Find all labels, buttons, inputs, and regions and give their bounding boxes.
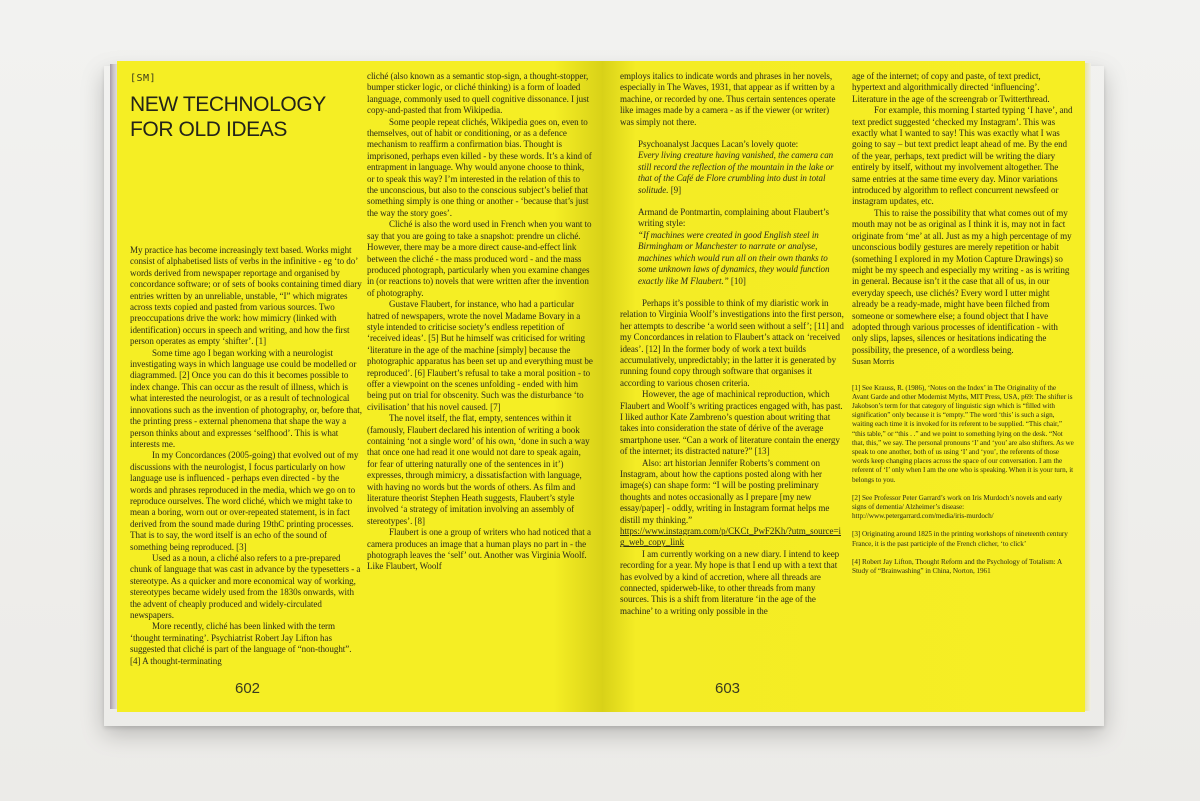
author-signature: Susan Morris [852,357,895,367]
right-column-1 [620,71,844,617]
paragraph: Gustave Flaubert, for instance, who had a particular hatred of newspapers, wrote the novel Madame Bovary in a style intended to criticise society’s endless repetition of ‘received ideas’. [5] But he himself was criticised for writing ‘literature in the age of the machine [simply] because the photographic apparatus has been set up and everything must be reproduced’. [6] Flaubert’s refusal to take a moral position - to offer a viewpoint on the scenes unfolding - ended with him being put on trial for obscenity. Such was the disturbance ‘to civilisation’ that his novel caused. [7] [367,299,593,412]
paragraph: In my Concordances (2005-going) that evolved out of my discussions with the neurologist, I focus particularly on how language use is influenced - perhaps even directed - by the words and phrases reproduced in the media, which we go on to reproduce ourselves. The word cliché, which we might take to mean a boring, worn out or over-repeated statement, is in fact derived from the sound made during 19thC printing processes. That is to say, the word itself is an echo of the sound of something being reproduced. [3] [130,450,359,552]
quote-text: “If machines were created in good English steel in Birmingham or Manchester to narrate or analyse, machines which would run all on their own thanks to some unknown laws of dynamics, they would function exactly like M Flaubert.” [638,229,830,286]
footnote: [1] See Krauss, R. (1986), ‘Notes on the Index’ in The Originality of the Avant Garde and other Modernist Myths, MIT Press, USA, p69: The shifter is Jakobson’s term for that category of linguistic sign which is “filled with signification” only because it is “empty.” The word ‘this’ is such a sign, waiting each time it is invoked for its referent to be supplied. “This chair,” “this table,” or “this . .” and we point to something lying on the desk. “Not that, this,” we say. The personal pronouns ‘I’ and ‘you’ are also shifters. As we speak to one another, both of us using ‘I’ and ‘you’, the referents of those words keep changing places across the space of our conversation. I am the referent of ‘I’ only when I am the one who is speaking. When it is your turn, it belongs to you. [852,383,1074,484]
footnotes [852,384,1074,577]
paragraph: I am currently working on a new diary. I intend to keep recording for a year. My hope is that I end up with a text that has evolved by a kind of accretion, where all threads are connected, spiderweb-like, to other threads from many sources. This is a shift from literature ‘in the age of the machine’ to a writing only possible in the [620,548,840,616]
lacan-quote [638,139,844,196]
left-column-2 [367,71,593,573]
paragraph: Used as a noun, a cliché also refers to a pre-prepared chunk of language that was cast in advance by the typesetters - a stereotype. As a quicker and more economical way of working, stereotypes became widely used from the 1830s onwards, with the advent of cheaply produced and widely-circulated newspapers. [130,552,361,620]
paragraph: Some people repeat clichés, Wikipedia goes on, even to themselves, out of habit or conditioning, or as a defence mechanism to reaffirm a confirmation bias. Thought is imprisoned, perhaps even killed - by these words. It’s a kind of entrapment in language. Why would anyone choose to think, or to speak this way? I’m interested in the relation of this to the unconscious, but also to the conscious subject’s belief that something simply is one thing or another - ‘because that’s just the way the story goes’. [367,116,592,218]
paragraph: However, the age of machinical reproduction, which Flaubert and Woolf’s writing practices engaged with, has past. I liked author Kate Zambreno’s question about writing that takes into consideration the state of dérive of the average smartphone user. “Can a work of literature contain the energy of the internet; its distracted nature?” [13] [620,389,843,457]
right-page [602,61,1085,712]
paragraph: Cliché is also the word used in French when you want to say that you are going to take a snapshot: prendre un cliché. However, there may be a more direct cause-and-effect link between the cliché - the mass produced word - and the mass produced photograph, particularly when you examine changes in (or reactions to) novels that were written after the invention of photography. [367,219,592,298]
quote-text: Every living creature having vanished, the camera can still record the reflection of the mountain in the lake or that of the Café de Flore crumbling into dust in total solitude. [638,150,834,195]
paragraph: age of the internet; of copy and paste, of text predict, hypertext and algorithmically directed ‘influencing’. Literature in the age of the screengrab or Twitterthread. [852,71,1050,104]
paragraph: This to raise the possibility that what comes out of my mouth may not be as original as I think it is, may not in fact originate from ‘me’ at all. Just as my a high percentage of my unconscious bodily gestures are merely repetition or habit (something I explored in my Motion Capture Drawings) so might be my speech and especially my writing - as is writing in general. Because isn’t it the case that all of us, in our everyday speech, use clichés? Every word I utter might already be a ready-made, might have been filched from someone or somewhere else; a found object that I have adopted through various processes of identification - with only slips, lapses, silences or hesitations indicating the possibility, the presence, of a wordless being. [852,207,1072,355]
paragraph: The novel itself, the flat, empty, sentences within it (famously, Flaubert declared his intention of writing a book containing ‘not a single word’ of his own, ‘done in such a way that once one had read it one would not dare to speak again, for fear of uttering naturally one of the sentences in it’) expresses, through mimicry, a dissatisfaction with language, with having no words but the words of others. As film and literature theorist Stephen Heath suggests, Flaubert’s style involved ‘a strategy of imitation involving an assembly of stereotypes’. [8] [367,413,590,526]
paragraph: My practice has become increasingly text based. Works might consist of alphabetised lists of verbs in the infinitive - eg ‘to do’ words derived from newspaper reportage and organised by concordance software; or of sets of books containing timed diary entries written by an unreliable, unstable, “I” which migrates across texts copied and pasted from various sources. Two preoccupations drive the work: how mimicry (linked with identification) occurs in speech and writing, and how the first person operates as empty ‘shifter’. [1] [130,245,362,347]
paragraph: cliché (also known as a semantic stop-sign, a thought-stopper, bumper sticker logic, or cliché thinking) is a form of loaded language, commonly used to quell cognitive dissonance. I just copy-and-pasted that from Wikipedia. [367,71,590,116]
paragraph: More recently, cliché has been linked with the term ‘thought terminating’. Psychiatrist Robert Jay Lifton has suggested that cliché is part of the language of “non-thought”. [4] A thought-terminating [130,621,352,666]
right-column-2 [852,71,1074,585]
footnote: [4] Robert Jay Lifton, Thought Reform and the Psychology of Totalism: A Study of “Brainwashing” in China, Norton, 1961 [852,557,1062,576]
paragraph: For example, this morning I started typing ‘I have’, and text predict suggested ‘checked my Instagram’. This was exactly what I wanted to say! This was exactly what I was going to say – but text predict leapt ahead of me. By the end of the year, perhaps, text predict will be writing the diary entirely by itself, without my involvement altogether. The same entries at the same time every day. Minor variations introduced by algorithm to reflect concurrent newsfeed or instagram updates, etc. [852,105,1073,207]
quote-lead: Armand de Pontmartin, complaining about Flaubert’s writing style: [638,207,829,229]
paragraph: Also: art historian Jennifer Roberts’s comment on Instagram, about how the captions posted along with her image(s) can shape form: “I will be posting preliminary thoughts and notes occasionally as I prepare [my new essay/paper] - oddly, writing in Instagram format helps me distill my thinking.” [620,457,830,525]
paragraph: Flaubert is one a group of writers who had noticed that a camera produces an image that a human plays no part in - the photograph leaves the ‘self’ out. Another was Virginia Woolf. Like Flaubert, Woolf [367,527,591,572]
book-page-edges-right [1085,63,1091,711]
instagram-link[interactable]: https://www.instagram.com/p/CKCt_PwF2Kh/?utm_source=ig_web_copy_link [620,526,841,548]
page-number: 603 [715,680,741,697]
quote-lead: Psychoanalyst Jacques Lacan’s lovely quote: [638,139,799,150]
page-number: 602 [235,680,261,697]
pontmartin-quote [638,207,844,287]
footnote: [2] See Professor Peter Garrard’s work on Iris Murdoch’s novels and early signs of dementia/ Alzheimer’s disease: http://www.petergarrard.com/media/iris-murdoch/ [852,493,1063,521]
left-column-1 [130,245,362,667]
footnote-ref: [10] [730,275,746,286]
footnote: [3] Originating around 1825 in the printing workshops of nineteenth century France, it is the past participle of the French clicher, ‘to click’ [852,530,1068,548]
section-tag: [SM] [130,73,157,84]
paragraph: Perhaps it’s possible to think of my diaristic work in relation to Virginia Woolf’s investigations into the first person, her attempts to describe ‘a world seen without a self’; [11] and my Concordances in relation to Flaubert’s attack on ‘received ideas’. [12] In the former body of work a text builds accumulatively, unpredictably; in the latter it is generated by running found copy through software that organises it according to various chosen criteria. [620,297,844,388]
paragraph: employs italics to indicate words and phrases in her novels, especially in The Waves, 1931, that appear as if written by a machine, or recorded by one. Thus certain sentences operate like images made by a camera - as if the viewer (or writer) was simply not there. [620,71,836,127]
paragraph: Some time ago I began working with a neurologist investigating ways in which language use could be modelled or diagrammed. [2] Once you can do this it becomes possible to index change. This can occur as the result of illness, which is what interested the neurologist, or as a result of technological innovations such as the invention of photography, or, before that, the printing press - external phenomena that shape the way a person thinks about and expresses ‘selfhood’. This is what interests me. [130,347,362,449]
left-page [117,61,602,712]
article-title: NEW TECHNOLOGY FOR OLD IDEAS [130,93,326,141]
footnote-ref: [9] [670,184,682,195]
